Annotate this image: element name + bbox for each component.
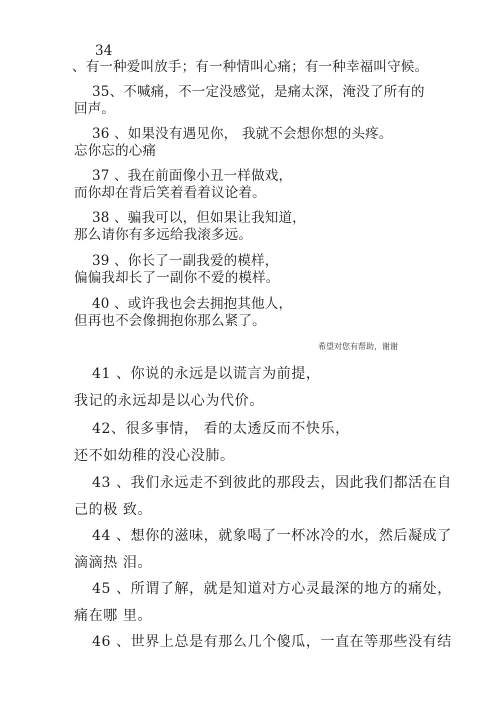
text-line: 42、很多事情， 看的太透反而不快乐， xyxy=(92,421,350,437)
text-line: 41 、你说的永远是以谎言为前提， xyxy=(92,366,321,382)
text-line: 回声。 xyxy=(74,101,116,117)
text-line: 39 、你长了一副我爱的模样， xyxy=(92,253,279,269)
text-line: 那么请你有多远给我滚多远。 xyxy=(74,227,253,243)
help-note: 希望对您有帮助，谢谢 xyxy=(318,342,398,351)
text-line: 43 、我们永远走不到彼此的那段去，因此我们都活在自 xyxy=(92,475,452,491)
text-line: 滴滴热 泪。 xyxy=(74,555,153,571)
text-line: 己的极 致。 xyxy=(74,502,153,518)
text-line: 但再也不会像拥抱你那么紧了。 xyxy=(74,313,266,329)
text-line: 38 、骗我可以，但如果让我知道， xyxy=(92,210,306,226)
text-line: 37 、我在前面像小丑一样做戏， xyxy=(92,168,293,184)
text-line: 偏偏我却长了一副你不爱的模样。 xyxy=(74,270,280,286)
text-line: 46 、世界上总是有那么几个傻瓜，一直在等那些没有结 xyxy=(92,634,452,650)
text-line: 还不如幼稚的没心没肺。 xyxy=(74,448,235,464)
text-line: 而你却在背后笑着看着议论着。 xyxy=(74,185,266,201)
text-line: 40 、或许我也会去拥抱其他人， xyxy=(92,296,293,312)
text-line: 35、不喊痛，不一定没感觉，是痛太深，淹没了所有的 xyxy=(92,84,425,100)
text-line: 36 、如果没有遇见你， 我就不会想你想的头疼。 xyxy=(92,126,393,142)
text-line: 、有一种爱叫放手；有一种情叫心痛；有一种幸福叫守候。 xyxy=(72,59,429,75)
text-line: 44 、想你的滋味，就象喝了一杯冰冷的水，然后凝成了 xyxy=(92,528,452,544)
text-line: 忘你忘的心痛 xyxy=(74,143,157,159)
text-line: 我记的永远却是以心为代价。 xyxy=(74,393,264,409)
text-line: 痛在哪 里。 xyxy=(74,608,153,624)
text-line: 34 xyxy=(95,43,113,59)
text-line: 45 、所谓了解，就是知道对方心灵最深的地方的痛处， xyxy=(92,581,452,597)
